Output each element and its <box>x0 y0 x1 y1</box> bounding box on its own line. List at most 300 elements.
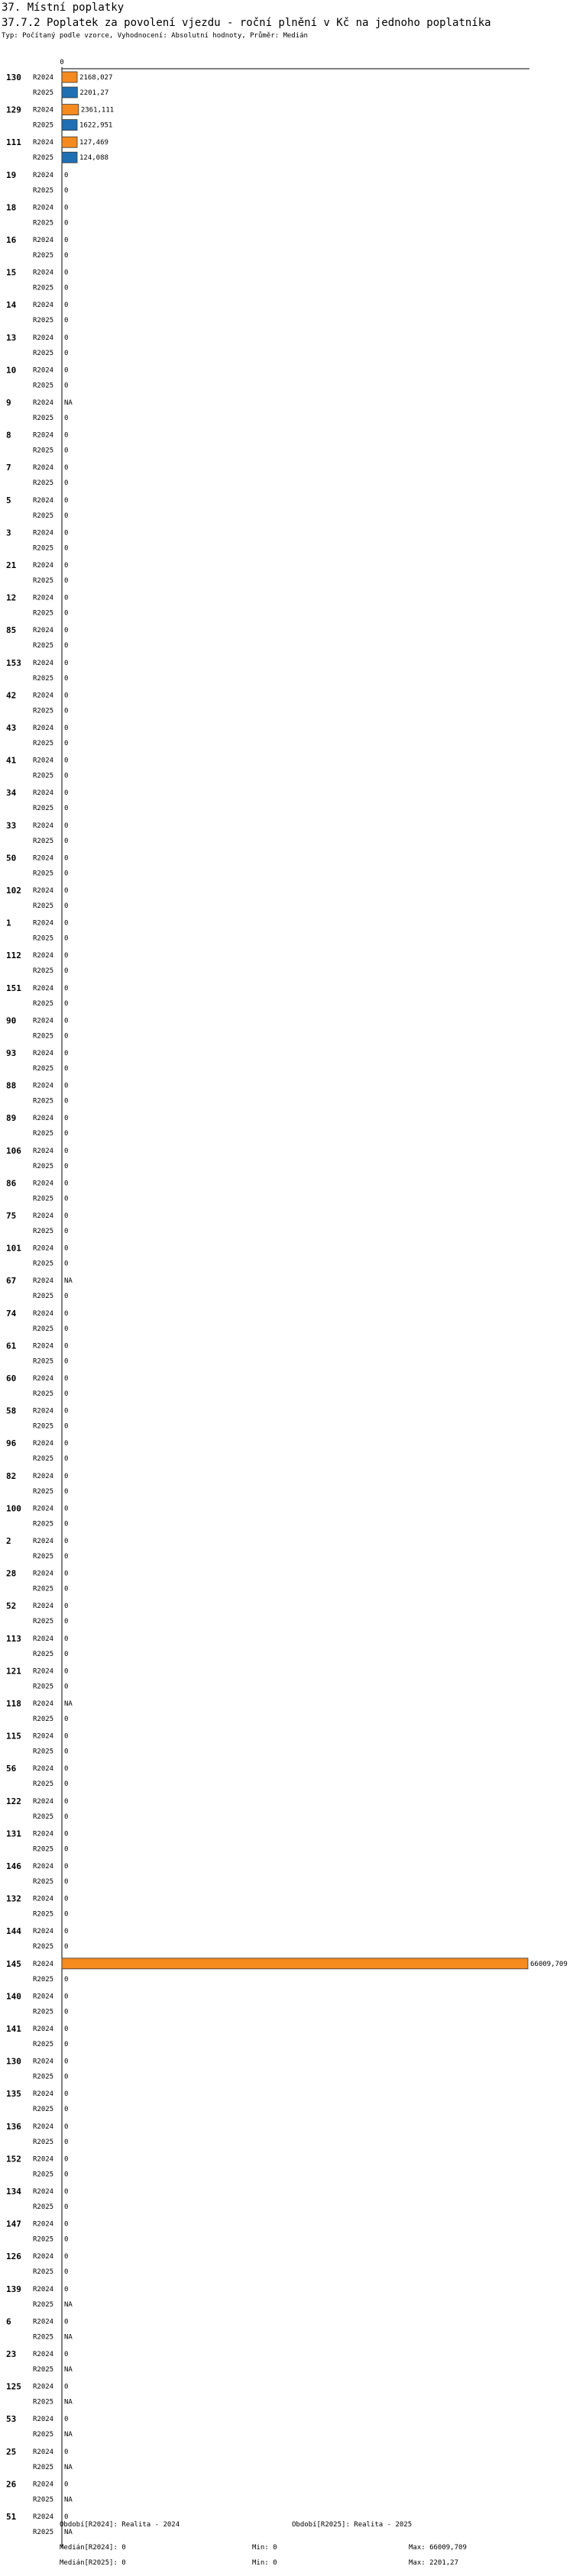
series-label-r2024: R2024 <box>33 1342 54 1351</box>
series-label-r2024: R2024 <box>33 334 54 342</box>
group-label: 152 <box>6 2154 21 2164</box>
series-label-r2025: R2025 <box>33 1975 54 1984</box>
group-label: 43 <box>6 723 17 733</box>
data-label: 0 <box>64 1309 69 1318</box>
data-label: 0 <box>64 479 69 488</box>
data-label: 0 <box>64 919 69 928</box>
series-label-r2024: R2024 <box>33 1082 54 1090</box>
series-label-r2024: R2024 <box>33 1830 54 1838</box>
series-label-r2025: R2025 <box>33 1683 54 1691</box>
series-label-r2025: R2025 <box>33 2300 54 2309</box>
data-label: 0 <box>64 967 69 976</box>
series-label-r2024: R2024 <box>33 496 54 505</box>
series-label-r2024: R2024 <box>33 1050 54 1057</box>
group-label: 58 <box>6 1406 17 1416</box>
data-label: 0 <box>64 2203 69 2211</box>
group-label: 53 <box>6 2414 17 2425</box>
series-label-r2025: R2025 <box>33 1618 54 1626</box>
data-label: 0 <box>64 1830 69 1838</box>
group-label: 7 <box>6 463 11 473</box>
data-label: 0 <box>64 789 69 798</box>
series-label-r2025: R2025 <box>33 154 54 163</box>
group-label: 86 <box>6 1178 17 1189</box>
data-label: 0 <box>64 2268 69 2277</box>
data-label: 0 <box>64 999 69 1008</box>
data-label: 0 <box>64 1260 69 1268</box>
group-label: 10 <box>6 365 17 376</box>
group-label: 34 <box>6 788 17 799</box>
data-label: 0 <box>64 252 69 260</box>
series-label-r2024: R2024 <box>33 2481 54 2489</box>
group-label: 56 <box>6 1764 17 1774</box>
group-label: 82 <box>6 1470 17 1481</box>
data-label: 0 <box>64 382 69 390</box>
series-label-r2025: R2025 <box>33 415 54 422</box>
group-label: 146 <box>6 1861 21 1871</box>
series-label-r2025: R2025 <box>33 1097 54 1106</box>
group-label: 112 <box>6 951 21 961</box>
series-label-r2025: R2025 <box>33 1032 54 1041</box>
group-label: 139 <box>6 2284 21 2294</box>
series-label-r2025: R2025 <box>33 740 54 747</box>
group-label: 26 <box>6 2479 17 2490</box>
data-label: 0 <box>64 642 69 650</box>
data-label: 0 <box>64 186 69 195</box>
data-label: 0 <box>64 935 69 943</box>
group-label: 129 <box>6 105 21 115</box>
data-label: 0 <box>64 1683 69 1691</box>
data-label: 0 <box>64 2026 69 2033</box>
data-label: 0 <box>64 1553 69 1561</box>
group-label: 8 <box>6 430 11 441</box>
data-label: 0 <box>64 1520 69 1528</box>
data-label: 0 <box>64 692 69 700</box>
data-label: 0 <box>64 1863 69 1871</box>
series-label-r2025: R2025 <box>33 1845 54 1854</box>
series-label-r2025: R2025 <box>33 2366 54 2374</box>
max-2025: Max: 2201,27 <box>409 2559 459 2567</box>
data-label: 0 <box>64 302 69 310</box>
group-label: 136 <box>6 2121 21 2132</box>
data-label: 0 <box>64 659 69 667</box>
data-label: 0 <box>64 1943 69 1951</box>
group-label: 144 <box>6 1926 21 1937</box>
series-label-r2025: R2025 <box>33 1293 54 1301</box>
data-label: NA <box>64 2398 73 2407</box>
group-label: 52 <box>6 1601 17 1612</box>
chart-title: 37.7.2 Poplatek za povolení vjezdu - roční plnění v Kč na jednoho poplatníka <box>2 17 491 29</box>
data-label: 0 <box>64 2318 69 2326</box>
series-label-r2025: R2025 <box>33 2463 54 2471</box>
series-label-r2025: R2025 <box>33 544 54 553</box>
series-label-r2024: R2024 <box>33 2318 54 2326</box>
series-label-r2025: R2025 <box>33 577 54 585</box>
group-label: 93 <box>6 1048 17 1058</box>
series-label-r2025: R2025 <box>33 967 54 976</box>
data-label: 0 <box>64 1765 69 1774</box>
series-label-r2024: R2024 <box>33 2253 54 2261</box>
series-label-r2025: R2025 <box>33 349 54 357</box>
series-label-r2025: R2025 <box>33 837 54 845</box>
group-label: 23 <box>6 2349 17 2359</box>
series-label-r2024: R2024 <box>33 399 54 407</box>
series-label-r2024: R2024 <box>33 1960 54 1968</box>
data-label: 0 <box>64 1472 69 1480</box>
series-label-r2025: R2025 <box>33 252 54 260</box>
data-label: 0 <box>64 2073 69 2081</box>
group-label: 121 <box>6 1666 21 1677</box>
bar-r2024 <box>62 137 77 147</box>
data-label: 0 <box>64 1910 69 1919</box>
series-label-r2025: R2025 <box>33 1325 54 1333</box>
group-label: 6 <box>6 2316 11 2327</box>
series-label-r2025: R2025 <box>33 674 54 683</box>
group-label: 51 <box>6 2512 17 2522</box>
series-label-r2025: R2025 <box>33 89 54 97</box>
series-label-r2024: R2024 <box>33 659 54 667</box>
data-label: 0 <box>64 2351 69 2358</box>
series-label-r2025: R2025 <box>33 447 54 455</box>
series-label-r2024: R2024 <box>33 1928 54 1936</box>
data-label: 0 <box>64 870 69 878</box>
series-label-r2025: R2025 <box>33 2529 54 2536</box>
group-label: 102 <box>6 886 21 896</box>
series-label-r2025: R2025 <box>33 2106 54 2114</box>
series-label-r2024: R2024 <box>33 1570 54 1578</box>
data-label: 0 <box>64 1342 69 1351</box>
series-label-r2024: R2024 <box>33 1309 54 1318</box>
series-label-r2024: R2024 <box>33 171 54 179</box>
series-label-r2024: R2024 <box>33 562 54 570</box>
group-label: 75 <box>6 1211 17 1221</box>
series-label-r2024: R2024 <box>33 2026 54 2033</box>
data-label: 0 <box>64 317 69 325</box>
group-label: 9 <box>6 398 11 408</box>
series-label-r2025: R2025 <box>33 2268 54 2277</box>
series-label-r2025: R2025 <box>33 707 54 715</box>
data-label: NA <box>64 2529 73 2536</box>
series-label-r2024: R2024 <box>33 1212 54 1220</box>
series-label-r2024: R2024 <box>33 2351 54 2358</box>
group-label: 2 <box>6 1536 11 1546</box>
group-label: 145 <box>6 1958 21 1969</box>
group-label: 96 <box>6 1438 17 1449</box>
data-label: 0 <box>64 269 69 277</box>
data-label: 0 <box>64 1928 69 1936</box>
series-label-r2025: R2025 <box>33 805 54 813</box>
group-label: 100 <box>6 1503 21 1514</box>
series-label-r2024: R2024 <box>33 2155 54 2164</box>
series-label-r2025: R2025 <box>33 2138 54 2146</box>
data-label: 0 <box>64 1570 69 1578</box>
data-label: 0 <box>64 1180 69 1188</box>
group-label: 125 <box>6 2381 21 2392</box>
series-label-r2025: R2025 <box>33 479 54 488</box>
data-label: 0 <box>64 2513 69 2521</box>
min-2024: Min: 0 <box>252 2544 277 2552</box>
data-label: NA <box>64 2463 73 2471</box>
group-label: 15 <box>6 267 17 278</box>
series-label-r2024: R2024 <box>33 984 54 993</box>
group-label: 134 <box>6 2187 21 2197</box>
group-label: 33 <box>6 820 17 831</box>
series-label-r2025: R2025 <box>33 2171 54 2179</box>
group-label: 13 <box>6 332 17 343</box>
series-label-r2025: R2025 <box>33 999 54 1008</box>
data-label: 0 <box>64 1325 69 1333</box>
group-label: 74 <box>6 1308 17 1319</box>
data-label: 0 <box>64 431 69 440</box>
series-label-r2025: R2025 <box>33 1487 54 1496</box>
page-title: 37. Místní poplatky <box>2 2 125 14</box>
data-label: 0 <box>64 1212 69 1220</box>
data-label: 0 <box>64 984 69 993</box>
series-label-r2025: R2025 <box>33 121 54 130</box>
data-label: 0 <box>64 2383 69 2391</box>
data-label: 0 <box>64 577 69 585</box>
series-label-r2024: R2024 <box>33 854 54 863</box>
median-2024: Medián[R2024]: 0 <box>60 2544 126 2552</box>
series-label-r2025: R2025 <box>33 1357 54 1366</box>
series-label-r2024: R2024 <box>33 2416 54 2424</box>
data-label: 0 <box>64 1228 69 1235</box>
data-label: 0 <box>64 2122 69 2131</box>
series-label-r2024: R2024 <box>33 1635 54 1643</box>
series-label-r2024: R2024 <box>33 74 54 82</box>
data-label: 0 <box>64 837 69 845</box>
group-label: 131 <box>6 1829 21 1839</box>
group-label: 50 <box>6 853 17 864</box>
data-label: 0 <box>64 2481 69 2489</box>
group-label: 28 <box>6 1568 17 1579</box>
group-label: 118 <box>6 1699 21 1709</box>
group-label: 140 <box>6 1991 21 2002</box>
data-label: 0 <box>64 2416 69 2424</box>
series-label-r2024: R2024 <box>33 1115 54 1123</box>
bar-r2025 <box>62 152 77 163</box>
series-label-r2024: R2024 <box>33 2090 54 2099</box>
group-label: 106 <box>6 1145 21 1156</box>
data-label: 0 <box>64 1780 69 1789</box>
series-label-r2025: R2025 <box>33 1065 54 1073</box>
data-label: 2361,111 <box>80 106 115 115</box>
series-label-r2025: R2025 <box>33 2203 54 2211</box>
series-label-r2024: R2024 <box>33 366 54 375</box>
group-label: 1 <box>6 918 11 928</box>
series-label-r2025: R2025 <box>33 1390 54 1398</box>
series-label-r2025: R2025 <box>33 1878 54 1886</box>
group-label: 135 <box>6 2089 21 2100</box>
group-label: 88 <box>6 1080 17 1091</box>
data-label: NA <box>64 1277 73 1286</box>
series-label-r2024: R2024 <box>33 2220 54 2229</box>
series-label-r2025: R2025 <box>33 772 54 780</box>
group-label: 14 <box>6 300 17 311</box>
data-label: 0 <box>64 627 69 635</box>
data-label: NA <box>64 399 73 407</box>
data-label: 1622,951 <box>79 121 113 130</box>
data-label: NA <box>64 2300 73 2309</box>
data-label: 0 <box>64 447 69 455</box>
bar-r2025 <box>62 87 77 98</box>
series-label-r2024: R2024 <box>33 1797 54 1806</box>
series-label-r2025: R2025 <box>33 1943 54 1951</box>
data-label: 0 <box>64 1115 69 1123</box>
data-label: 0 <box>64 952 69 960</box>
series-label-r2025: R2025 <box>33 1520 54 1528</box>
data-label: 0 <box>64 1244 69 1253</box>
series-label-r2024: R2024 <box>33 1765 54 1774</box>
data-label: 0 <box>64 237 69 244</box>
max-2024: Max: 66009,709 <box>409 2544 467 2552</box>
data-label: 0 <box>64 1993 69 2001</box>
group-label: 67 <box>6 1276 17 1286</box>
series-label-r2024: R2024 <box>33 1732 54 1741</box>
group-label: 90 <box>6 1015 17 1026</box>
series-label-r2024: R2024 <box>33 204 54 212</box>
data-label: 0 <box>64 740 69 747</box>
group-label: 85 <box>6 625 17 636</box>
data-label: 0 <box>64 219 69 228</box>
data-label: 0 <box>64 1538 69 1545</box>
series-label-r2024: R2024 <box>33 1538 54 1545</box>
group-label: 132 <box>6 1893 21 1904</box>
series-label-r2024: R2024 <box>33 431 54 440</box>
data-label: 0 <box>64 415 69 422</box>
data-label: 0 <box>64 562 69 570</box>
series-label-r2025: R2025 <box>33 2333 54 2342</box>
group-label: 25 <box>6 2446 17 2457</box>
data-label: NA <box>64 2496 73 2504</box>
group-label: 5 <box>6 495 11 505</box>
data-label: 0 <box>64 1130 69 1138</box>
data-label: 0 <box>64 674 69 683</box>
data-label: 0 <box>64 171 69 179</box>
data-label: 0 <box>64 512 69 520</box>
series-label-r2024: R2024 <box>33 1017 54 1025</box>
series-label-r2024: R2024 <box>33 2513 54 2521</box>
data-label: 0 <box>64 1097 69 1106</box>
min-2025: Min: 0 <box>252 2559 277 2567</box>
series-label-r2025: R2025 <box>33 1910 54 1919</box>
group-label: 115 <box>6 1731 21 1742</box>
data-label: 0 <box>64 2090 69 2099</box>
data-label: 0 <box>64 1895 69 1903</box>
series-label-r2024: R2024 <box>33 2122 54 2131</box>
series-label-r2025: R2025 <box>33 2008 54 2016</box>
data-label: 0 <box>64 1650 69 1658</box>
x-axis-zero-label: 0 <box>60 59 64 66</box>
series-label-r2024: R2024 <box>33 1895 54 1903</box>
data-label: 0 <box>64 1422 69 1431</box>
series-label-r2025: R2025 <box>33 2041 54 2048</box>
series-label-r2025: R2025 <box>33 2496 54 2504</box>
series-label-r2025: R2025 <box>33 317 54 325</box>
series-label-r2024: R2024 <box>33 106 54 115</box>
group-label: 41 <box>6 755 17 766</box>
series-label-r2024: R2024 <box>33 269 54 277</box>
series-label-r2024: R2024 <box>33 725 54 732</box>
bar-r2025 <box>62 120 77 131</box>
group-label: 153 <box>6 657 21 668</box>
series-label-r2025: R2025 <box>33 609 54 618</box>
data-label: 0 <box>64 1407 69 1416</box>
group-label: 126 <box>6 2252 21 2262</box>
data-label: 124,088 <box>79 154 108 163</box>
data-label: NA <box>64 2366 73 2374</box>
data-label: 0 <box>64 757 69 765</box>
series-label-r2025: R2025 <box>33 1553 54 1561</box>
series-label-r2024: R2024 <box>33 1993 54 2001</box>
series-label-r2025: R2025 <box>33 1813 54 1821</box>
data-label: 0 <box>64 1732 69 1741</box>
series-label-r2025: R2025 <box>33 512 54 520</box>
data-label: 0 <box>64 1716 69 1723</box>
data-label: 0 <box>64 334 69 342</box>
data-label: 0 <box>64 805 69 813</box>
data-label: 0 <box>64 1195 69 1203</box>
series-label-r2024: R2024 <box>33 1603 54 1611</box>
data-label: 0 <box>64 1505 69 1513</box>
data-label: 0 <box>64 366 69 375</box>
group-label: 16 <box>6 235 17 245</box>
data-label: 0 <box>64 1375 69 1383</box>
data-label: 0 <box>64 529 69 537</box>
series-label-r2024: R2024 <box>33 627 54 635</box>
group-label: 42 <box>6 690 17 701</box>
data-label: 0 <box>64 1440 69 1448</box>
series-label-r2025: R2025 <box>33 1228 54 1235</box>
data-label: 0 <box>64 1878 69 1886</box>
series-label-r2025: R2025 <box>33 642 54 650</box>
bar-r2024 <box>62 105 79 115</box>
series-label-r2024: R2024 <box>33 919 54 928</box>
data-label: 0 <box>64 349 69 357</box>
series-label-r2025: R2025 <box>33 1260 54 1268</box>
series-label-r2024: R2024 <box>33 1440 54 1448</box>
series-label-r2025: R2025 <box>33 1716 54 1723</box>
series-label-r2025: R2025 <box>33 1780 54 1789</box>
data-label: 0 <box>64 1032 69 1041</box>
series-label-r2025: R2025 <box>33 382 54 390</box>
data-label: 0 <box>64 1635 69 1643</box>
series-label-r2024: R2024 <box>33 887 54 895</box>
series-label-r2024: R2024 <box>33 1863 54 1871</box>
series-label-r2025: R2025 <box>33 2398 54 2407</box>
series-label-r2025: R2025 <box>33 902 54 910</box>
data-label: 127,469 <box>79 139 108 147</box>
data-label: 0 <box>64 1017 69 1025</box>
series-label-r2024: R2024 <box>33 2285 54 2294</box>
series-label-r2024: R2024 <box>33 1147 54 1155</box>
series-label-r2025: R2025 <box>33 1455 54 1464</box>
series-label-r2025: R2025 <box>33 2431 54 2439</box>
series-label-r2024: R2024 <box>33 1277 54 1286</box>
series-label-r2025: R2025 <box>33 1162 54 1170</box>
group-label: 19 <box>6 169 17 180</box>
data-label: 0 <box>64 725 69 732</box>
group-label: 141 <box>6 2024 21 2034</box>
group-label: 61 <box>6 1341 17 1351</box>
series-label-r2025: R2025 <box>33 284 54 292</box>
data-label: NA <box>64 2333 73 2342</box>
group-label: 18 <box>6 202 17 213</box>
group-label: 151 <box>6 983 21 993</box>
data-label: 0 <box>64 1293 69 1301</box>
data-label: 0 <box>64 1585 69 1593</box>
data-label: 0 <box>64 2041 69 2048</box>
group-label: 111 <box>6 137 21 148</box>
